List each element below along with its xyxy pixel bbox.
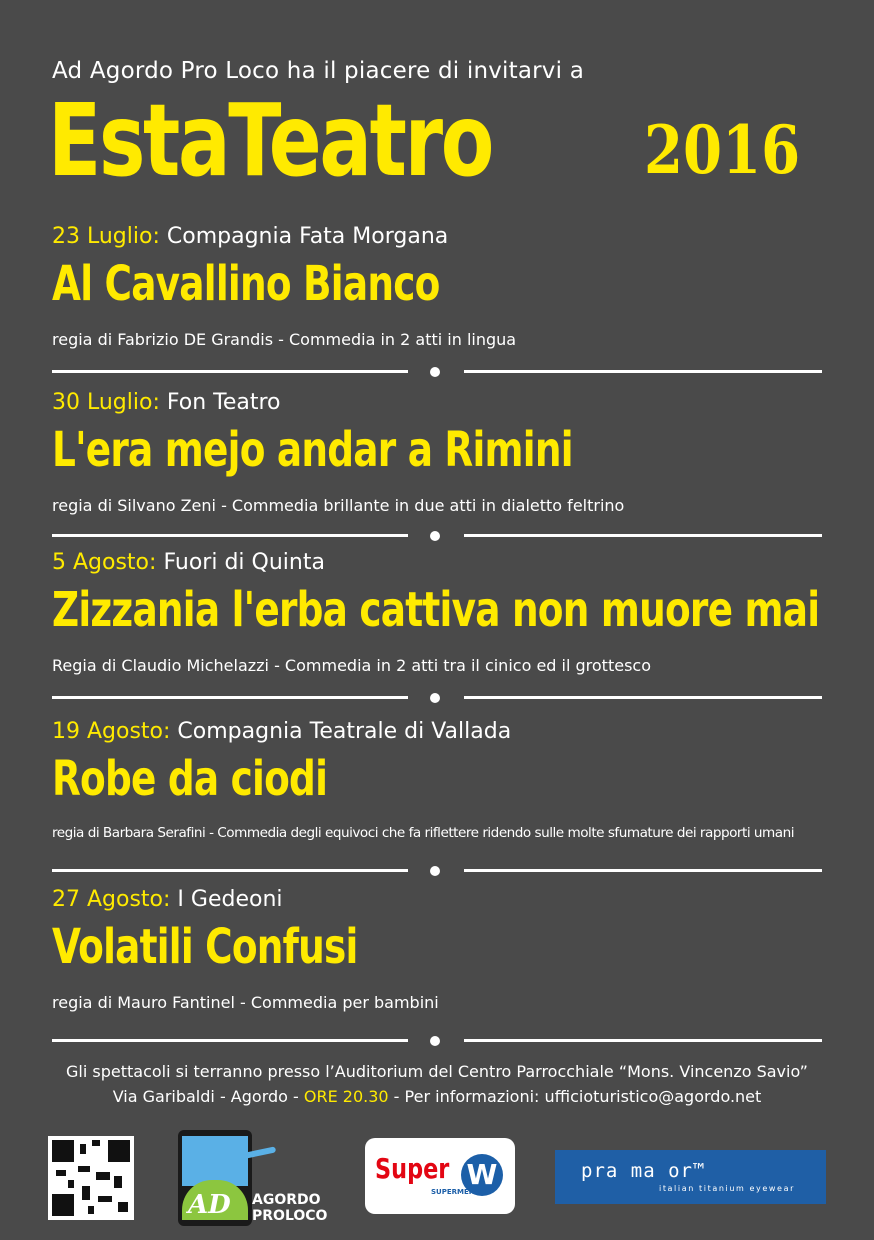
event-item — [52, 222, 832, 349]
divider — [52, 367, 822, 377]
venue-info: Gli spettacoli si terranno presso l’Auditorium del Centro Parrocchiale “Mons. Vincenzo Savio” — [66, 1062, 808, 1081]
venue-contact-line — [0, 1087, 874, 1106]
event-description: Regia di Claudio Michelazzi - Commedia in 2 atti tra il cinico ed il grottesco — [52, 656, 651, 675]
event-title: EstaTeatro — [48, 82, 492, 199]
event-description: regia di Fabrizio DE Grandis - Commedia in 2 atti in lingua — [52, 330, 517, 349]
event-company: Fon Teatro — [166, 390, 281, 415]
event-description: regia di Silvano Zeni - Commedia brillante in due atti in dialetto feltrino — [52, 496, 625, 515]
event-item — [52, 885, 832, 1012]
event-company: Fuori di Quinta — [163, 550, 325, 575]
qr-code[interactable] — [48, 1136, 134, 1220]
venue-address: Via Garibaldi - Agordo - — [112, 1087, 304, 1106]
event-date: 23 Luglio: — [52, 224, 160, 249]
divider — [52, 531, 822, 541]
superw-text: Super — [375, 1152, 450, 1185]
event-date-line — [52, 388, 832, 418]
superw-logo — [365, 1138, 515, 1214]
event-company: Compagnia Fata Morgana — [166, 224, 449, 249]
pramaor-brand: pra ma or™ — [581, 1160, 706, 1182]
divider — [52, 693, 822, 703]
superw-w-icon: W — [461, 1154, 503, 1196]
divider-dot — [430, 1036, 440, 1046]
superw-sub: SUPERMERCATI — [431, 1188, 492, 1196]
contact-email: - Per informazioni: ufficioturistico@agordo.net — [388, 1087, 762, 1106]
event-show-title: L'era mejo andar a Rimini — [52, 422, 573, 478]
event-show-title: Al Cavallino Bianco — [52, 256, 440, 312]
divider-dot — [430, 531, 440, 541]
pramaor-logo — [555, 1150, 826, 1204]
proloco-name: AGORDO PROLOCO — [252, 1192, 328, 1224]
event-item — [52, 548, 832, 675]
event-date-line — [52, 885, 832, 915]
event-show-title: Volatili Confusi — [52, 919, 358, 975]
event-date: 30 Luglio: — [52, 390, 160, 415]
event-description: regia di Mauro Fantinel - Commedia per bambini — [52, 993, 439, 1012]
event-date: 27 Agosto: — [52, 887, 171, 912]
divider-dot — [430, 866, 440, 876]
proloco-logo — [178, 1130, 252, 1226]
event-date: 19 Agosto: — [52, 719, 171, 744]
divider-dot — [430, 693, 440, 703]
proloco-badge: AD — [188, 1190, 231, 1220]
event-description: regia di Barbara Serafini - Commedia degli equivoci che fa riflettere ridendo sulle molte sfumature dei rapporti umani — [52, 825, 795, 841]
event-date: 5 Agosto: — [52, 550, 157, 575]
event-item — [52, 717, 832, 841]
title-block — [48, 82, 848, 199]
divider — [52, 1036, 822, 1046]
event-company: I Gedeoni — [177, 887, 283, 912]
divider — [52, 866, 822, 876]
intro-text: Ad Agordo Pro Loco ha il piacere di invitarvi a — [52, 58, 584, 84]
event-show-title: Robe da ciodi — [52, 751, 328, 807]
event-date-line — [52, 548, 832, 578]
event-year: 2016 — [644, 111, 801, 189]
show-time: ORE 20.30 — [303, 1087, 389, 1106]
pramaor-tagline: italian titanium eyewear — [659, 1184, 795, 1193]
event-show-title: Zizzania l'erba cattiva non muore mai — [52, 582, 820, 638]
event-company: Compagnia Teatrale di Vallada — [177, 719, 512, 744]
event-date-line — [52, 222, 832, 252]
event-item — [52, 388, 832, 515]
event-date-line — [52, 717, 832, 747]
divider-dot — [430, 367, 440, 377]
